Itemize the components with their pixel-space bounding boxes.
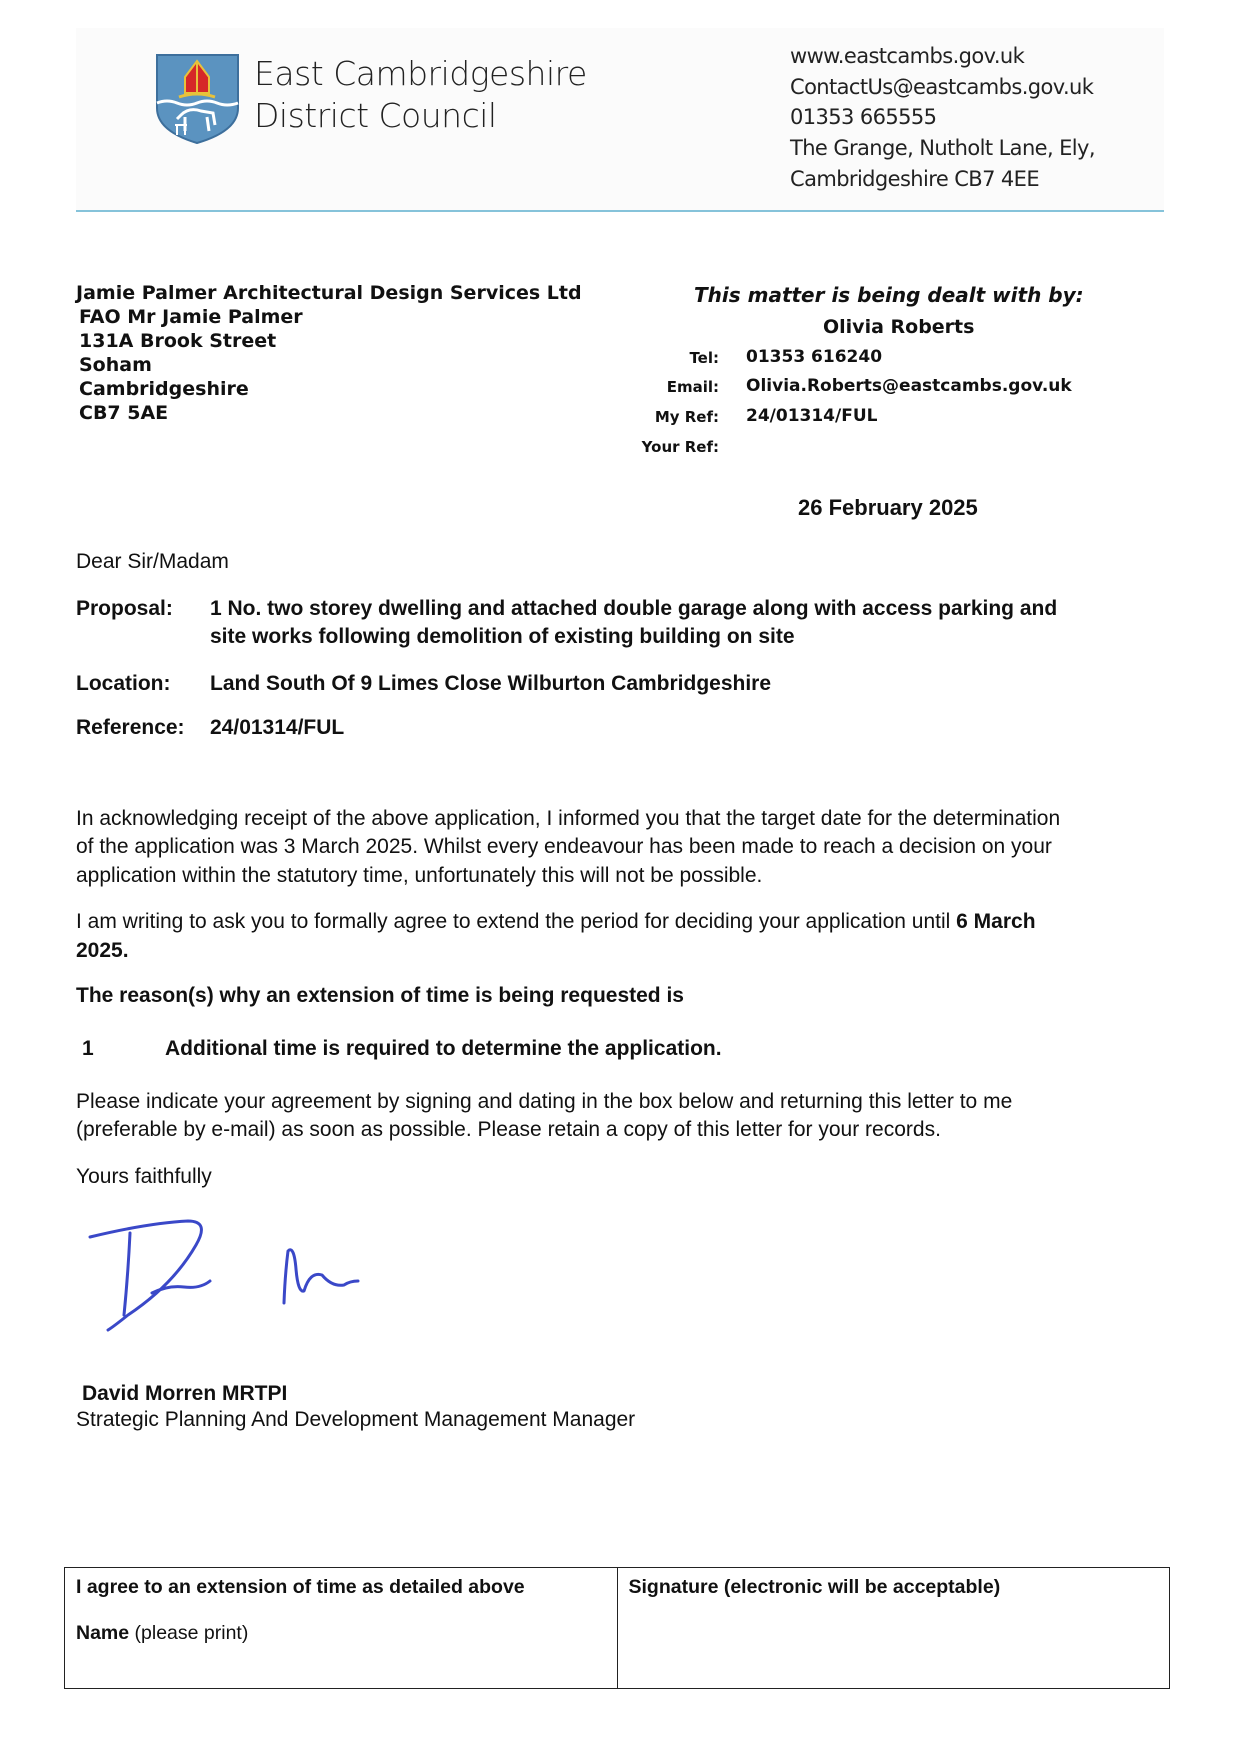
paragraph-1: In acknowledging receipt of the above application, I informed you that the target date for the determination [76, 807, 1061, 830]
signatory-title: Strategic Planning And Development Management Manager [76, 1408, 636, 1431]
email-value[interactable]: Olivia.Roberts@eastcambs.gov.uk [746, 376, 1072, 396]
org-name-line1: East Cambridgeshire [254, 54, 587, 93]
proposal-label: Proposal: [76, 597, 173, 620]
contact-website[interactable]: www.eastcambs.gov.uk [790, 44, 1025, 68]
proposal-text: site works following demolition of existing building on site [210, 625, 795, 648]
name-field-label [76, 1622, 606, 1645]
handwritten-signature [88, 1215, 393, 1335]
reasons-heading: The reason(s) why an extension of time is being requested is [76, 984, 684, 1007]
agreement-name-cell[interactable] [65, 1568, 618, 1689]
name-label: Name [76, 1622, 130, 1644]
recipient-line: Cambridgeshire [79, 378, 249, 400]
dealt-with-heading: This matter is being dealt with by: [694, 283, 1084, 307]
reference-label: Reference: [76, 716, 185, 739]
signature-label: Signature (electronic will be acceptable) [628, 1576, 1001, 1598]
contact-address-line2: Cambridgeshire CB7 4EE [790, 167, 1040, 191]
contact-address-line1: The Grange, Nutholt Lane, Ely, [790, 136, 1095, 160]
letter-date: 26 February 2025 [798, 495, 978, 520]
your-ref-label: Your Ref: [641, 438, 719, 456]
email-label: Email: [666, 378, 719, 396]
recipient-line: CB7 5AE [79, 402, 169, 424]
contact-email[interactable]: ContactUs@eastcambs.gov.uk [790, 75, 1094, 99]
paragraph-3: Please indicate your agreement by signing and dating in the box below and returning this letter to me [76, 1090, 1013, 1113]
officer-name: Olivia Roberts [823, 316, 975, 338]
salutation: Dear Sir/Madam [76, 550, 229, 573]
tel-value: 01353 616240 [746, 347, 883, 367]
agreement-signature-cell[interactable] [617, 1568, 1170, 1689]
my-ref-label: My Ref: [654, 408, 719, 426]
extension-date: 6 March [956, 910, 1036, 933]
paragraph-1: application within the statutory time, unfortunately this will not be possible. [76, 864, 763, 887]
proposal-text: 1 No. two storey dwelling and attached double garage along with access parking and [210, 597, 1058, 620]
name-hint: (please print) [129, 1622, 249, 1644]
recipient-line: Jamie Palmer Architectural Design Services Ltd [76, 282, 582, 304]
recipient-line: 131A Brook Street [79, 330, 277, 352]
tel-label: Tel: [689, 349, 719, 367]
recipient-line: Soham [79, 354, 152, 376]
contact-phone: 01353 665555 [790, 105, 937, 129]
paragraph-2 [76, 910, 1036, 934]
letterhead-divider [76, 210, 1164, 212]
recipient-line: FAO Mr Jamie Palmer [79, 306, 303, 328]
council-crest-logo [155, 53, 240, 145]
closing: Yours faithfully [76, 1165, 212, 1188]
agreement-box [64, 1567, 1170, 1689]
reason-number: 1 [82, 1037, 94, 1060]
signatory-name: David Morren MRTPI [82, 1382, 288, 1405]
paragraph-1: of the application was 3 March 2025. Whilst every endeavour has been made to reach a decision on your [76, 835, 1052, 858]
extension-year: 2025. [76, 939, 129, 962]
location-label: Location: [76, 672, 171, 695]
paragraph-3: (preferable by e-mail) as soon as possible. Please retain a copy of this letter for your records. [76, 1118, 941, 1141]
agree-statement: I agree to an extension of time as detailed above [76, 1576, 525, 1598]
reason-text: Additional time is required to determine the application. [165, 1037, 722, 1060]
my-ref-value: 24/01314/FUL [746, 406, 878, 426]
paragraph-2-text: I am writing to ask you to formally agree to extend the period for deciding your application until [76, 910, 957, 933]
org-name-line2: District Council [254, 96, 497, 135]
location-text: Land South Of 9 Limes Close Wilburton Cambridgeshire [210, 672, 772, 695]
reference-text: 24/01314/FUL [210, 716, 345, 739]
